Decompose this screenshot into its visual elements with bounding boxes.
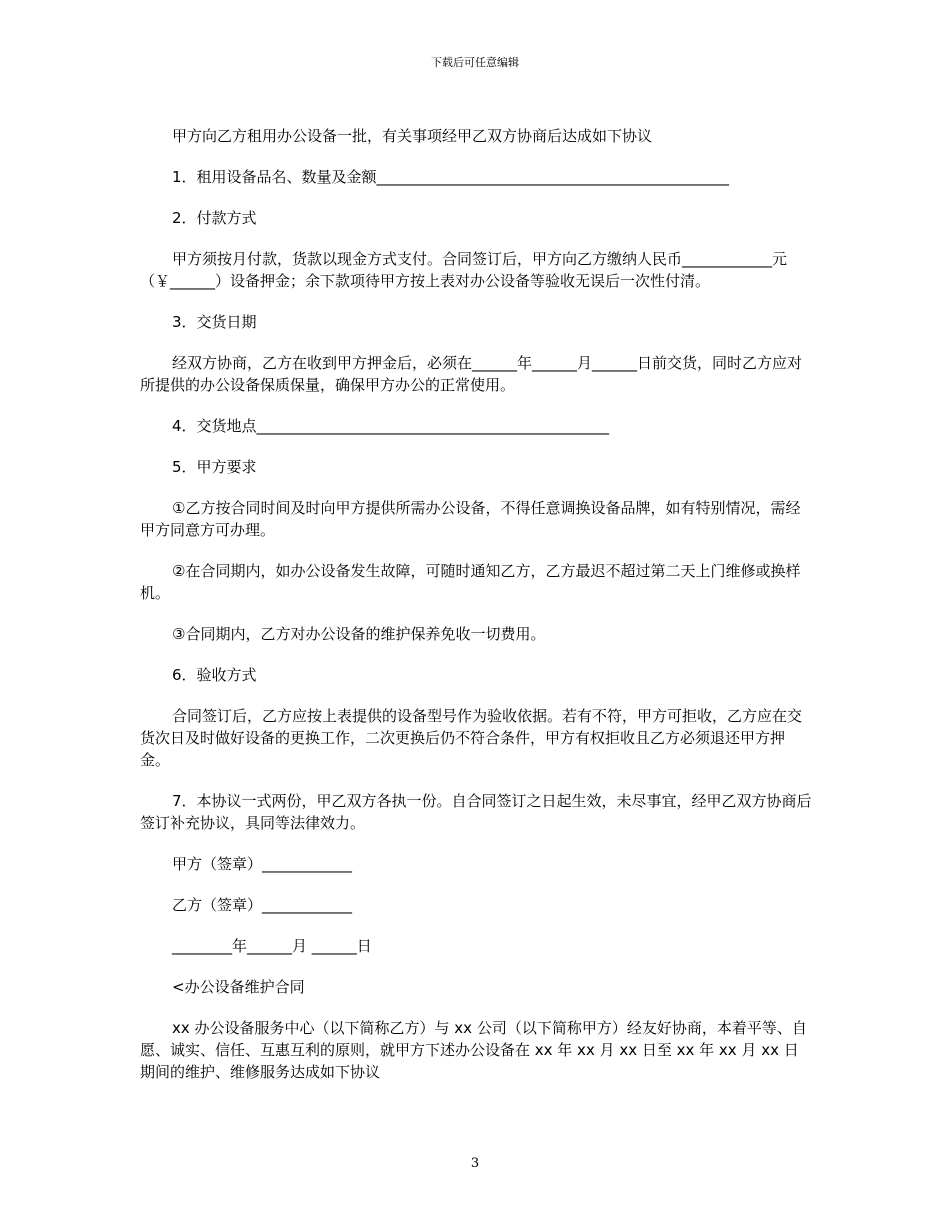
party-a-signature: 甲方（签章）____________ [172,855,353,873]
section-title: <办公设备维护合同 [172,978,305,996]
maintenance-intro: xx 办公设备服务中心（以下简称乙方）与 xx 公司（以下简称甲方）经友好协商，本着平等、自愿、诚实、信任、互惠互利的原则，就甲方下述办公设备在 xx 年 xx 月 xx 日至 xx 年 xx 月 xx 日期间的维护、维修服务达成如下协议 [140,1019,807,1081]
clause-4-delivery-place: 4．交货地点_______________________________________________ [172,417,610,435]
clause-3-delivery-date: 经双方协商，乙方在收到甲方押金后，必须在______年______月______日前交货，同时乙方应对所提供的办公设备保质保量，确保甲方办公的正常使用。 [140,354,803,394]
clause-5-heading: 5．甲方要求 [172,458,257,476]
party-b-signature: 乙方（签章）____________ [172,896,353,914]
clause-7-validity: 7．本协议一式两份，甲乙双方各执一份。自合同签订之日起生效，未尽事宜，经甲乙双方协商后签订补充协议，具同等法律效力。 [140,792,812,832]
clause-6-heading: 6．验收方式 [172,666,257,684]
document-body [140,125,812,1102]
clause-5-item-3: ③合同期内，乙方对办公设备的维护保养免收一切费用。 [172,625,546,643]
clause-6-acceptance: 合同签订后，乙方应按上表提供的设备型号作为验收依据。若有不符，甲方可拒收，乙方应在交货次日及时做好设备的更换工作，二次更换后仍不符合条件，甲方有权拒收且乙方必须退还甲方押金。 [140,707,803,769]
signature-date: ________年______月 ______日 [172,937,372,955]
clause-2-heading: 2．付款方式 [172,209,257,227]
intro-paragraph: 甲方向乙方租用办公设备一批，有关事项经甲乙双方协商后达成如下协议 [172,127,653,145]
clause-2-payment: 甲方须按月付款，货款以现金方式支付。合同签订后，甲方向乙方缴纳人民币____________元（￥______）设备押金；余下款项待甲方按上表对办公设备等验收无误后一次性付清。 [140,250,788,290]
clause-5-item-2: ②在合同期内，如办公设备发生故障，可随时通知乙方，乙方最迟不超过第二天上门维修或换样机。 [140,562,801,602]
clause-1-equipment: 1．租用设备品名、数量及金额_______________________________________________ [172,168,730,186]
page-header: 下载后可任意编辑 [431,56,519,69]
clause-5-item-1: ①乙方按合同时间及时向甲方提供所需办公设备，不得任意调换设备品牌，如有特别情况，需经甲方同意方可办理。 [140,499,801,539]
clause-3-heading: 3．交货日期 [172,313,257,331]
page-number: 3 [470,1156,480,1171]
